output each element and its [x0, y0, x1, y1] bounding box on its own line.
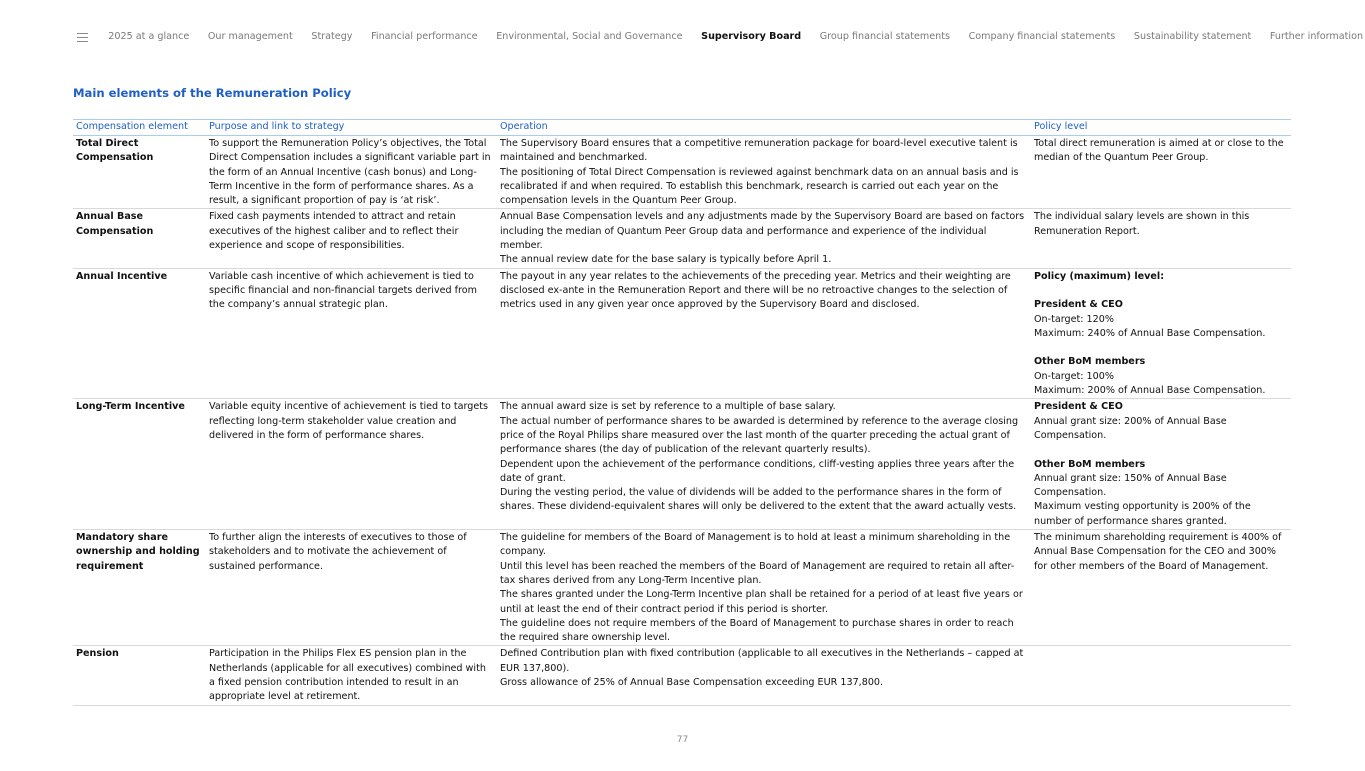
header-operation: Operation: [497, 120, 1031, 136]
remuneration-policy-table: [73, 119, 1291, 706]
compensation-element-cell: Total Direct Compensation: [73, 136, 206, 209]
policy-subheading: Other BoM members: [1034, 356, 1146, 368]
compensation-element-cell: Annual Base Compensation: [73, 209, 206, 268]
table-row: [73, 136, 1291, 209]
policy-text: Maximum: 240% of Annual Base Compensation.: [1034, 327, 1266, 339]
policy-text: Maximum: 200% of Annual Base Compensation.: [1034, 385, 1266, 397]
page-number: 77: [676, 735, 689, 745]
operation-paragraph: The annual award size is set by reference to a multiple of base salary.: [500, 401, 836, 413]
nav-bar: [99, 31, 1365, 43]
compensation-element-cell: Pension: [73, 646, 206, 705]
header-purpose: Purpose and link to strategy: [206, 120, 497, 136]
operation-cell: [497, 646, 1031, 705]
purpose-cell: Fixed cash payments intended to attract and retain executives of the highest caliber and to reflect their experience and scope of responsibilities.: [206, 209, 497, 268]
policy-text: Annual grant size: 200% of Annual Base Compensation.: [1034, 415, 1227, 441]
policy-subheading: Policy (maximum) level:: [1034, 270, 1165, 282]
policy-level-cell: [1031, 399, 1291, 530]
policy-subheading: President & CEO: [1034, 401, 1123, 413]
purpose-cell: To further align the interests of executives to those of stakeholders and to motivate the achievement of sustained performance.: [206, 530, 497, 646]
table-row: [73, 268, 1291, 399]
purpose-cell: Variable cash incentive of which achievement is tied to specific financial and non-financial targets derived from the company’s annual strategic plan.: [206, 268, 497, 399]
policy-text: Total direct remuneration is aimed at or close to the median of the Quantum Peer Group.: [1034, 138, 1284, 164]
policy-level-cell: [1031, 530, 1291, 646]
header-compensation-element: Compensation element: [73, 120, 206, 136]
nav-item-financial-performance[interactable]: Financial performance: [371, 31, 478, 42]
policy-text: The minimum shareholding requirement is 400% of Annual Base Compensation for the CEO and 300% for other members of the Board of Management.: [1034, 532, 1282, 572]
policy-level-cell: [1031, 646, 1291, 705]
operation-paragraph: Gross allowance of 25% of Annual Base Compensation exceeding EUR 137,800.: [500, 676, 884, 688]
top-navigation: [0, 0, 1365, 74]
policy-text: The individual salary levels are shown in this Remuneration Report.: [1034, 211, 1250, 237]
operation-cell: [497, 530, 1031, 646]
table-row: [73, 646, 1291, 705]
table-row: [73, 530, 1291, 646]
nav-item-further-information[interactable]: Further information: [1269, 31, 1364, 42]
purpose-cell: Variable equity incentive of achievement is tied to targets reflecting long-term stakeholder value creation and delivered in the form of performance shares.: [206, 399, 497, 530]
policy-level-cell: [1031, 268, 1291, 399]
purpose-cell: Participation in the Philips Flex ES pension plan in the Netherlands (applicable for all executives) combined with a fixed pension contribution intended to result in an appropriate level at retirement.: [206, 646, 497, 705]
spacer: [1034, 341, 1288, 355]
header-policy-level: Policy level: [1031, 120, 1291, 136]
policy-text: On-target: 120%: [1034, 313, 1114, 325]
compensation-element-cell: Annual Incentive: [73, 268, 206, 399]
nav-item-group-financial-statements[interactable]: Group financial statements: [819, 31, 951, 42]
purpose-cell: To support the Remuneration Policy’s objectives, the Total Direct Compensation includes a significant variable part in the form of an Annual Incentive (cash bonus) and Long-Term Incentive in the form of performance shares. As a result, a significant proportion of pay is ‘at risk’.: [206, 136, 497, 209]
nav-item-supervisory-board[interactable]: Supervisory Board: [701, 31, 802, 42]
spacer: [1034, 443, 1288, 457]
nav-item-sustainability-statement[interactable]: Sustainability statement: [1133, 31, 1252, 42]
policy-level-cell: [1031, 136, 1291, 209]
operation-cell: [497, 209, 1031, 268]
policy-text: Annual grant size: 150% of Annual Base Compensation.: [1034, 472, 1227, 499]
operation-paragraph: The guideline does not require members of the Board of Management to purchase shares in order to reach the required share ownership level.: [500, 617, 1014, 644]
operation-paragraph: The guideline for members of the Board of Management is to hold at least a minimum shareholding in the company.: [500, 532, 1011, 558]
policy-level-cell: [1031, 209, 1291, 268]
operation-paragraph: The payout in any year relates to the achievements of the preceding year. Metrics and their weighting are disclosed ex-ante in the Remuneration Report and there will be no retroactive changes to the selection of metrics used in any given year once approved by the Supervisory Board and disclosed.: [500, 270, 1011, 311]
policy-subheading: Other BoM members: [1034, 458, 1146, 470]
policy-text: On-target: 100%: [1034, 370, 1114, 382]
table-header-row: [73, 120, 1291, 136]
nav-item-environmental-social-and-governance[interactable]: Environmental, Social and Governance: [496, 31, 683, 42]
compensation-element-cell: Mandatory share ownership and holding requirement: [73, 530, 206, 646]
operation-paragraph: During the vesting period, the value of dividends will be added to the performance shares in the form of shares. These dividend-equivalent shares will only be delivered to the extent that the award actually vests.: [500, 487, 1017, 513]
nav-item-strategy[interactable]: Strategy: [311, 31, 353, 42]
operation-paragraph: Annual Base Compensation levels and any adjustments made by the Supervisory Board are based on factors including the median of Quantum Peer Group data and performance and experience of the individual member.: [500, 211, 1025, 252]
table-row: [73, 209, 1291, 268]
operation-cell: [497, 399, 1031, 530]
spacer: [1034, 284, 1288, 298]
operation-cell: [497, 136, 1031, 209]
operation-paragraph: The positioning of Total Direct Compensation is reviewed against benchmark data on an annual basis and is recalibrated if and when required. To establish this benchmark, research is carried out each year on the compensation levels in the Quantum Peer Group.: [500, 166, 1019, 207]
operation-paragraph: The Supervisory Board ensures that a competitive remuneration package for board-level executive talent is maintained and benchmarked.: [500, 138, 1018, 164]
hamburger-menu-icon[interactable]: [77, 33, 88, 42]
nav-item-2025-at-a-glance[interactable]: 2025 at a glance: [108, 31, 190, 42]
operation-paragraph: The shares granted under the Long-Term Incentive plan shall be retained for a period of at least five years or until at least the end of their contract period if this period is shorter.: [500, 589, 1023, 615]
operation-paragraph: The actual number of performance shares to be awarded is determined by reference to the average closing price of the Royal Philips share measured over the last month of the quarter preceding the actual grant of performance shares (the day of publication of the relevant quarterly results).: [500, 415, 1019, 456]
nav-item-company-financial-statements[interactable]: Company financial statements: [968, 31, 1116, 42]
compensation-element-cell: Long-Term Incentive: [73, 399, 206, 530]
policy-subheading: President & CEO: [1034, 299, 1123, 311]
operation-paragraph: The annual review date for the base salary is typically before April 1.: [500, 254, 832, 266]
page-title: Main elements of the Remuneration Policy: [73, 86, 352, 100]
operation-cell: [497, 268, 1031, 399]
nav-item-our-management[interactable]: Our management: [207, 31, 293, 42]
operation-paragraph: Until this level has been reached the members of the Board of Management are required to retain all after-tax shares derived from any Long-Term Incentive plan.: [500, 560, 1015, 586]
operation-paragraph: Defined Contribution plan with fixed contribution (applicable to all executives in the Netherlands – capped at EUR 137,800).: [500, 648, 1024, 674]
table-row: [73, 399, 1291, 530]
operation-paragraph: Dependent upon the achievement of the performance conditions, cliff-vesting applies three years after the date of grant.: [500, 458, 1015, 484]
policy-text: Maximum vesting opportunity is 200% of the number of performance shares granted.: [1034, 501, 1251, 527]
